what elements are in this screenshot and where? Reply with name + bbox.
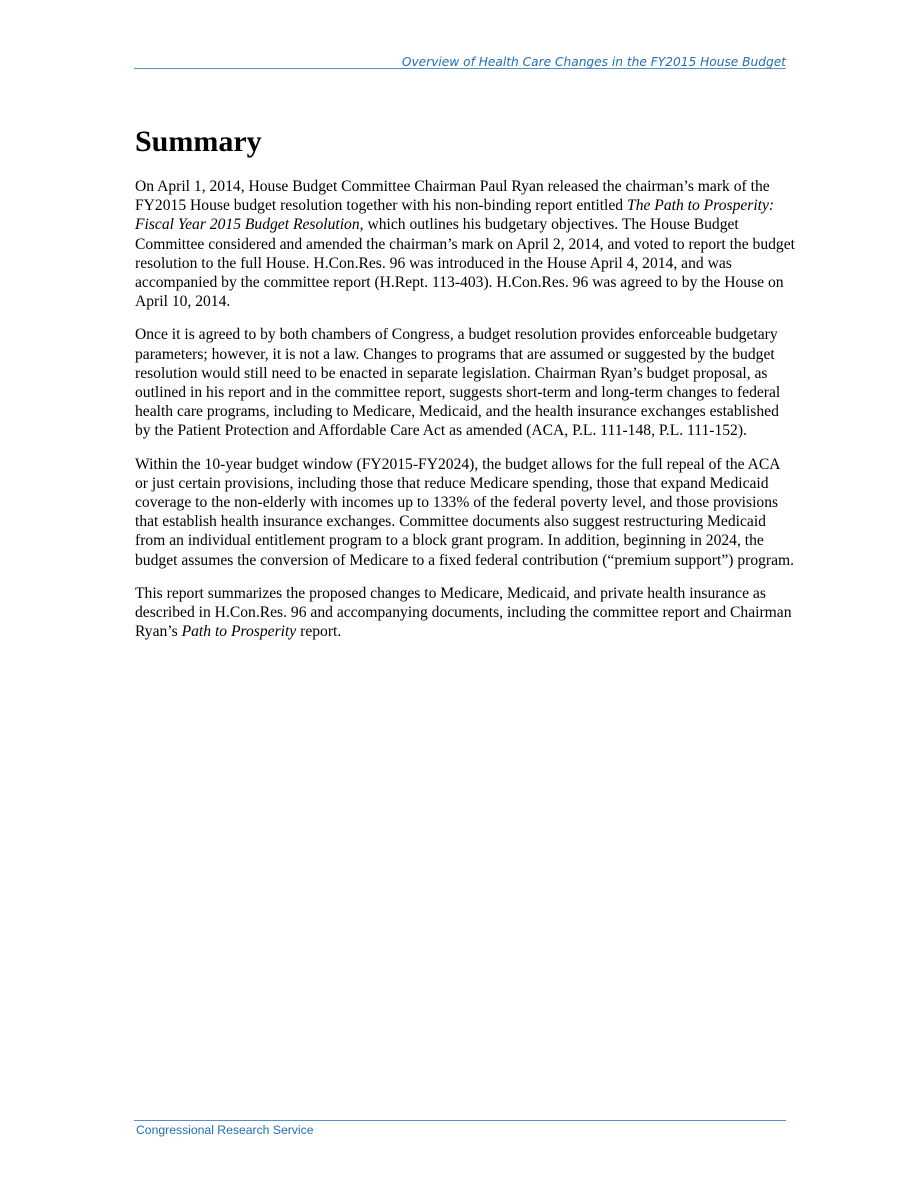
paragraph-3: Within the 10-year budget window (FY2015-FY2024), the budget allows for the full repeal of the ACA or just certain provisions, including those that reduce Medicare spending, those that expand Medicaid coverage to the non-elderly with incomes up to 133% of the federal poverty level, and those provisions that establish health insurance exchanges. Committee documents also suggest restructuring Medicaid from an individual entitlement program to a block grant program. In addition, beginning in 2024, the budget assumes the conversion of Medicare to a fixed federal contribution (“premium support”) program. (135, 455, 795, 569)
paragraph-4 (135, 584, 795, 642)
footer-organization: Congressional Research Service (136, 1123, 314, 1137)
running-header: Overview of Health Care Changes in the FY2015 House Budget (401, 55, 786, 69)
paragraph-4-report-title: Path to Prosperity (181, 623, 297, 641)
paragraph-2: Once it is agreed to by both chambers of Congress, a budget resolution provides enforceable budgetary parameters; however, it is not a law. Changes to programs that are assumed or suggested by the budget resolution would still need to be enacted in separate legislation. Chairman Ryan’s budget proposal, as outlined in his report and in the committee report, suggests short-term and long-term changes to federal health care programs, including to Medicare, Medicaid, and the health insurance exchanges established by the Patient Protection and Affordable Care Act as amended (ACA, P.L. 111-148, P.L. 111-152). (135, 326, 781, 440)
paragraph-4-text-b: report. (296, 623, 342, 641)
paragraph-1-report-title: The Path to Prosperity: Fiscal Year 2015 Budget Resolution (135, 197, 775, 234)
paragraph-1-text-b: , which outlines his budgetary objectives. The House Budget Committee considered and amended the chairman’s mark on April 2, 2014, and voted to report the budget resolution to the full House. H.Con.Res. 96 was introduced in the House April 4, 2014, and was accompanied by the committee report (H.Rept. 113-403). H.Con.Res. 96 was agreed to by the House on April 10, 2014. (135, 216, 795, 311)
paragraph-1-text-a: On April 1, 2014, House Budget Committee Chairman Paul Ryan released the chairman’s mark of the FY2015 House budget resolution together with his non-binding report entitled (135, 178, 770, 215)
section-title: Summary (135, 125, 262, 158)
footer-rule (134, 1120, 786, 1121)
summary-body (135, 177, 795, 655)
header-rule (134, 68, 786, 69)
paragraph-4-text-a: This report summarizes the proposed changes to Medicare, Medicaid, and private health insurance as described in H.Con.Res. 96 and accompanying documents, including the committee report and Chairman Ryan’s (135, 584, 792, 641)
paragraph-1 (135, 177, 795, 311)
